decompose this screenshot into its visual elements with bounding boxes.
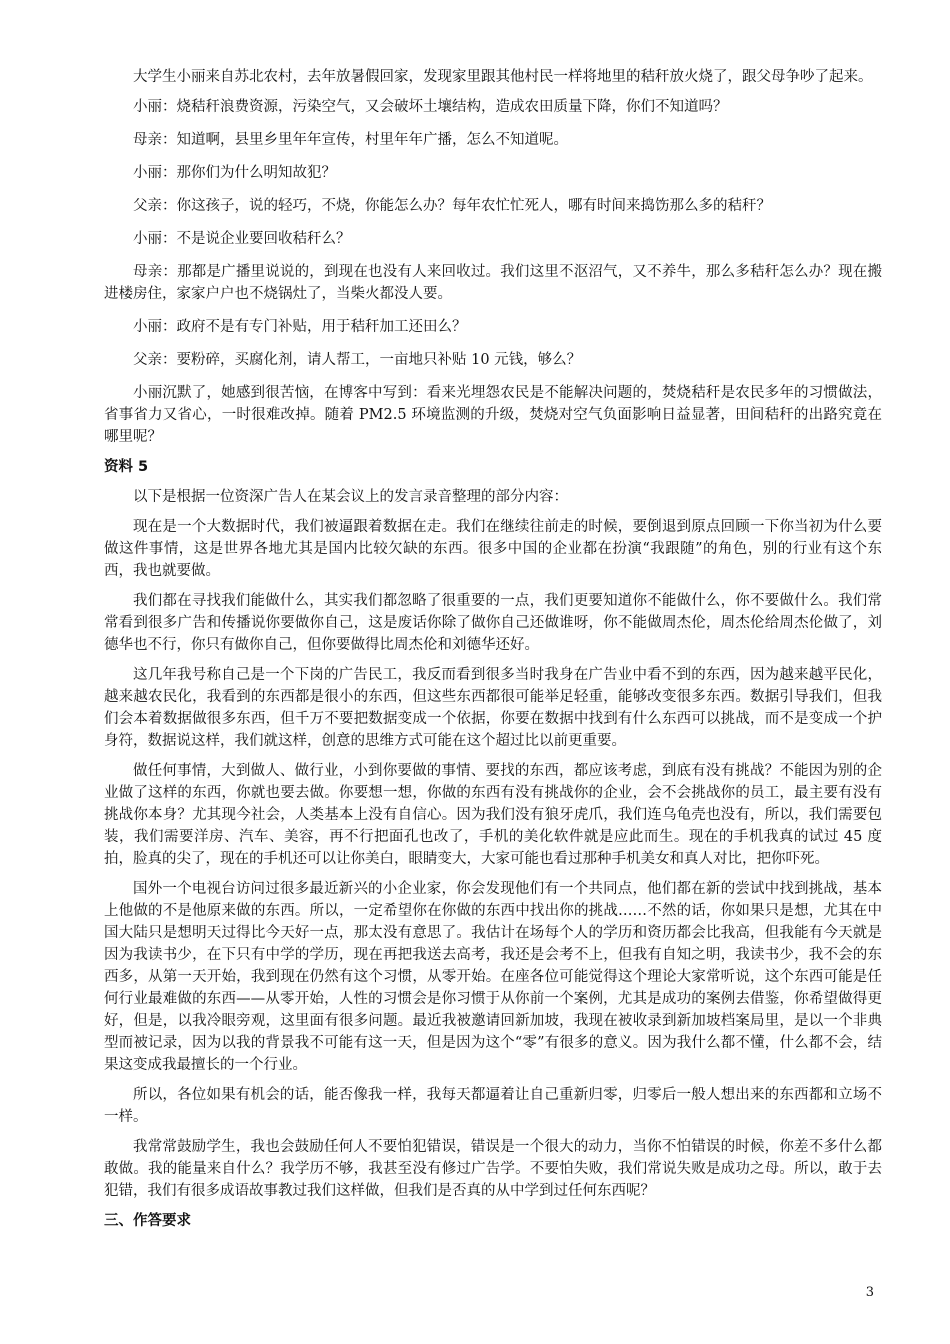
- dialog-line: 父亲：你这孩子，说的轻巧，不烧，你能怎么办？每年农忙忙死人，哪有时间来捣饬那么多的秸秆？: [133, 198, 771, 214]
- section3-heading: 三、作答要求: [104, 1213, 191, 1229]
- dialog-line: 母亲：那都是广播里说说的，到现在也没有人来回收过。我们这里不沤沼气，又不养牛，那么多秸秆怎么办？现在搬进楼房住，家家户户也不烧锅灶了，当柴火都没人要。: [104, 264, 882, 302]
- speech-paragraph: 所以，各位如果有机会的话，能否像我一样，我每天都逼着让自己重新归零，归零后一般人想出来的东西都和立场不一样。: [104, 1087, 882, 1125]
- material5-intro: 以下是根据一位资深广告人在某会议上的发言录音整理的部分内容：: [133, 489, 568, 505]
- dialog-line: 小丽：烧秸秆浪费资源，污染空气，又会破坏土壤结构，造成农田质量下降，你们不知道吗？: [133, 99, 728, 115]
- page-content: [104, 66, 882, 1240]
- material5-heading: 资料 5: [104, 459, 149, 475]
- story-conclusion: 小丽沉默了，她感到很苦恼，在博客中写到：看来光埋怨农民是不能解决问题的，焚烧秸秆是农民多年的习惯做法，省事省力又省心，一时很难改掉。随着 PM2.5 环境监测的升级，焚烧对空气负面影响日益显著，田间秸秆的出路究竟在哪里呢？: [104, 385, 882, 445]
- dialog-line: 母亲：知道啊，县里乡里年年宣传，村里年年广播，怎么不知道呢。: [133, 132, 568, 148]
- page-number: 3: [865, 1285, 874, 1300]
- story-intro: 大学生小丽来自苏北农村，去年放暑假回家，发现家里跟其他村民一样将地里的秸秆放火烧了，跟父母争吵了起来。: [133, 69, 873, 85]
- dialog-line: 小丽：政府不是有专门补贴，用于秸秆加工还田么？: [133, 319, 467, 335]
- speech-paragraph: 做任何事情，大到做人、做行业，小到你要做的事情、要找的东西，都应该考虑，到底有没有挑战？不能因为别的企业做了这样的东西，你就也要去做。你要想一想，你做的东西有没有挑战你的企业，会不会挑战你的员工，最主要有没有挑战你本身？尤其现今社会，人类基本上没有自信心。因为我们没有狼牙虎爪，我们连乌龟壳也没有，所以，我们需要包装，我们需要洋房、汽车、美容，再不行把面孔也改了，手机的美化软件就是应此而生。现在的手机我真的试过 45 度拍，脸真的尖了，现在的手机还可以让你美白，眼睛变大，大家可能也看过那种手机美女和真人对比，把你吓死。: [104, 763, 882, 867]
- speech-paragraph: 现在是一个大数据时代，我们被逼跟着数据在走。我们在继续往前走的时候，要倒退到原点回顾一下你当初为什么要做这件事情，这是世界各地尤其是国内比较欠缺的东西。很多中国的企业都在扮演“我跟随”的角色，别的行业有这个东西，我也就要做。: [104, 519, 882, 579]
- speech-paragraph: 这几年我号称自己是一个下岗的广告民工，我反而看到很多当时我身在广告业中看不到的东西，因为越来越平民化，越来越农民化，我看到的东西都是很小的东西，但这些东西都很可能举足轻重，能够改变很多东西。数据引导我们，但我们会本着数据做很多东西，但千万不要把数据变成一个依据，你要在数据中找到有什么东西可以挑战，而不是变成一个护身符，数据说这样，我们就这样，创意的思维方式可能在这个超过比以前更重要。: [104, 667, 882, 749]
- speech-paragraph: 我常常鼓励学生，我也会鼓励任何人不要怕犯错误，错误是一个很大的动力，当你不怕错误的时候，你差不多什么都敢做。我的能量来自什么？我学历不够，我甚至没有修过广告学。不要怕失败，我们常说失败是成功之母。所以，敢于去犯错，我们有很多成语故事教过我们这样做，但我们是否真的从中学到过任何东西呢？: [104, 1139, 882, 1199]
- dialog-line: 小丽：不是说企业要回收秸秆么？: [133, 231, 351, 247]
- dialog-line: 小丽：那你们为什么明知故犯？: [133, 165, 336, 181]
- speech-paragraph: 我们都在寻找我们能做什么，其实我们都忽略了很重要的一点，我们更要知道你不能做什么，你不要做什么。我们常常看到很多广告和传播说你要做你自己，这是废话你除了做你自己还做谁呀，你不能做周杰伦，周杰伦给周杰伦做了，刘德华也不行，你只有做你自己，但你要做得比周杰伦和刘德华还好。: [104, 593, 882, 653]
- speech-paragraph: 国外一个电视台访问过很多最近新兴的小企业家，你会发现他们有一个共同点，他们都在新的尝试中找到挑战，基本上他做的不是他原来做的东西。所以，一定希望你在你做的东西中找出你的挑战……不然的话，你如果只是想，尤其在中国大陆只是想明天过得比今天好一点，那太没有意思了。我估计在场每个人的学历和资历都会比我高，但我能有今天就是因为我读书少，在下只有中学的学历，现在再把我送去高考，我还是会考不上，但我有自知之明，我读书少，我不会的东西多，从第一天开始，我到现在仍然有这个习惯，从零开始。在座各位可能觉得这个理论大家常听说，这个东西可能是任何行业最难做的东西——从零开始，人性的习惯会是你习惯于从你前一个案例，尤其是成功的案例去借鉴，你希望做得更好，但是，以我冷眼旁观，这里面有很多问题。最近我被邀请回新加坡，我现在被收录到新加坡档案局里，是以一个非典型而被记录，因为以我的背景我不可能有这一天，但是因为这个“零”有很多的意义。因为我什么都不懂，什么都不会，结果这变成我最擅长的一个行业。: [104, 881, 882, 1073]
- dialog-line: 父亲：要粉碎，买腐化剂，请人帮工，一亩地只补贴 10 元钱，够么？: [133, 352, 582, 368]
